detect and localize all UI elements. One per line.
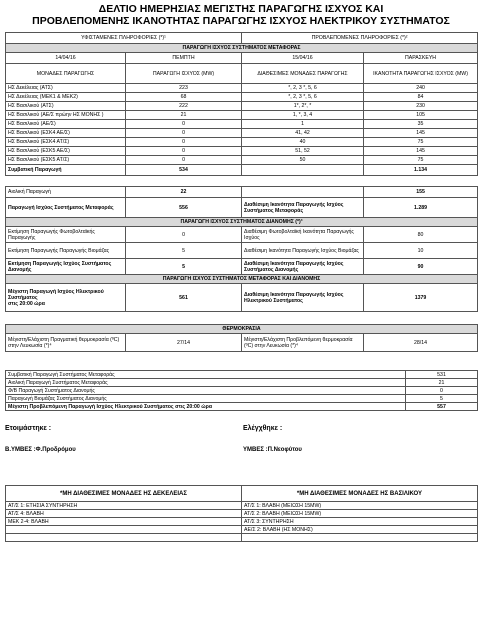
dist-capacity-label: Διαθέσιμη Φωτοβολταϊκή Ικανότητα Παραγωγής Ισχύος — [242, 227, 364, 243]
date-forecast: 15/04/16 — [242, 53, 364, 64]
unit-name: ΗΣ Βασιλικού (ΑΕ/Σ πρώην ΗΣ ΜΟΝΗΣ ) — [6, 111, 126, 120]
summary-table — [5, 370, 478, 411]
unit-row — [6, 102, 478, 111]
unit-capacity: 84 — [364, 93, 478, 102]
transmission-capacity-label: Διαθέσιμη Ικανότητα Παραγωγής Ισχύος Συστήματος Μεταφοράς — [242, 198, 364, 218]
unit-mw: 21 — [126, 111, 242, 120]
unit-capacity: 75 — [364, 138, 478, 147]
unavailable-table — [5, 485, 478, 542]
unit-name: ΗΣ Βασιλικού (ΑΤΣ) — [6, 102, 126, 111]
dist-capacity-value: 10 — [364, 243, 478, 259]
unit-mw: 222 — [126, 102, 242, 111]
summary-value: 0 — [406, 387, 478, 395]
total-capacity: 1379 — [364, 284, 478, 312]
unavail-vasiliko-item: ΑΤ/Σ 1: ΒΛΑΒΗ (ΜΕΙΩΣΗ 15MW) — [242, 502, 478, 510]
unavail-vasiliko-item: ΑΕ/Σ 2: ΒΛΑΒΗ (ΗΣ ΜΟΝΗΣ) — [242, 526, 478, 534]
summary-label: Παραγωγή Βιομάζας Συστήματος Διανομής — [6, 395, 406, 403]
summary-value: 531 — [406, 371, 478, 379]
unavailable-row — [6, 502, 478, 510]
unit-mw: 68 — [126, 93, 242, 102]
unavailable-row — [6, 510, 478, 518]
unit-capacity: 145 — [364, 129, 478, 138]
unit-name: ΗΣ Βασιλικού (ΕΣΚ5 ΑΕ/Σ) — [6, 147, 126, 156]
unit-name: ΗΣ Βασιλικού (ΕΣΚ4 ΑΕ/Σ) — [6, 129, 126, 138]
unit-capacity: 35 — [364, 120, 478, 129]
unit-name: ΗΣ Βασιλικού (ΕΣΚ5 ΑΤ/Σ) — [6, 156, 126, 165]
summary-label: Συμβατική Παραγωγή Συστήματος Μεταφοράς — [6, 371, 406, 379]
unit-available: 1 — [242, 120, 364, 129]
summary-row — [6, 403, 478, 411]
unit-row — [6, 84, 478, 93]
dist-capacity-value: 80 — [364, 227, 478, 243]
unit-available: 50 — [242, 156, 364, 165]
transmission-capacity: 1.289 — [364, 198, 478, 218]
unit-available: 1, *, 3, 4 — [242, 111, 364, 120]
unit-name: ΗΣ Βασιλικού (ΑΕ/Σ) — [6, 120, 126, 129]
summary-label: Μέγιστη Προβλεπόμενη Παραγωγή Ισχύος Ηλεκτρικού Συστήματος στις 20:00 ώρα — [6, 403, 406, 411]
summary-value: 557 — [406, 403, 478, 411]
unit-name: ΗΣ Βασιλικού (ΕΣΚ4 ΑΤ/Σ) — [6, 138, 126, 147]
dist-capacity-value: 90 — [364, 259, 478, 275]
checked-name: ΥΜΒΕΣ :Π.Νεοφύτου — [243, 447, 302, 453]
total-max-label: Μέγιστη Παραγωγή Ισχύος Ηλεκτρικού Συστήματος στις 20:00 ώρα — [6, 284, 126, 312]
transmission-production-mw: 556 — [126, 198, 242, 218]
unavailable-row — [6, 534, 478, 542]
unavail-vasiliko-item: ΑΤ/Σ 2: ΒΛΑΒΗ (ΜΕΙΩΣΗ 15MW) — [242, 510, 478, 518]
title-line-2: ΠΡΟΒΛΕΠΟΜΕΝΗΣ ΙΚΑΝΟΤΗΤΑΣ ΠΑΡΑΓΩΓΗΣ ΙΣΧΥΟΣ ΗΛΕΚΤΡΙΚΟΥ ΣΥΣΤΗΜΑΤΟΣ — [32, 15, 450, 27]
temp-actual-label: Μέγιστη/Ελάχιστη Πραγματική θερμοκρασία (ºC) στην Λευκωσία (*)⁴ — [6, 334, 126, 352]
conventional-label: Συμβατική Παραγωγή — [6, 165, 126, 176]
distribution-row — [6, 243, 478, 259]
summary-row — [6, 387, 478, 395]
unit-available: 51, 52 — [242, 147, 364, 156]
unavail-vasiliko-item — [242, 534, 478, 542]
temp-actual-value: 27/14 — [126, 334, 242, 352]
unit-available: *, 2, 3 *, 5, 6 — [242, 84, 364, 93]
unavailable-row — [6, 518, 478, 526]
summary-row — [6, 371, 478, 379]
summary-label: Φ/Β Παραγωγή Συστήματος Διανομής — [6, 387, 406, 395]
dist-capacity-label: Διαθέσιμη Ικανότητα Παραγωγής Ισχύος Συστήματος Διανομής — [242, 259, 364, 275]
col-production: ΠΑΡΑΓΩΓΗ ΙΣΧΥΟΣ (MW) — [126, 64, 242, 84]
unit-available: 41, 42 — [242, 129, 364, 138]
unit-available: 40 — [242, 138, 364, 147]
unit-row — [6, 138, 478, 147]
unavail-vasiliko-title: *ΜΗ ΔΙΑΘΕΣΙΜΕΣ ΜΟΝΑΔΕΣ ΗΣ ΒΑΣΙΛΙΚΟΥ — [242, 486, 478, 502]
unavail-dekelia-item: ΑΤ/Σ 1: ΕΤΗΣΙΑ ΣΥΝΤΗΡΗΣΗ — [6, 502, 242, 510]
report-title — [5, 3, 477, 27]
conventional-mw: 534 — [126, 165, 242, 176]
unit-capacity: 240 — [364, 84, 478, 93]
dist-capacity-label: Διαθέσιμη Ικανότητα Παραγωγής Ισχύος Βιομάζας — [242, 243, 364, 259]
unit-available: *, 2, 3 *, 5, 6 — [242, 93, 364, 102]
unavail-dekelia-title: *ΜΗ ΔΙΑΘΕΣΙΜΕΣ ΜΟΝΑΔΕΣ ΗΣ ΔΕΚΕΛΕΙΑΣ — [6, 486, 242, 502]
wind-mw: 22 — [126, 187, 242, 198]
total-max-mw: 561 — [126, 284, 242, 312]
dist-estimate-label: Εκτίμηση Παραγωγής Ισχύος Συστήματος Διανομής — [6, 259, 126, 275]
unit-mw: 0 — [126, 147, 242, 156]
unavail-dekelia-item: ΜΕΚ 2-4: ΒΛΑΒΗ — [6, 518, 242, 526]
dist-estimate-label: Εκτίμηση Παραγωγής Φωτοβολταϊκής Παραγωγής — [6, 227, 126, 243]
dist-estimate-value: 5 — [126, 259, 242, 275]
col-units: ΜΟΝΑΔΕΣ ΠΑΡΑΓΩΓΗΣ — [6, 64, 126, 84]
unit-row — [6, 129, 478, 138]
unit-row — [6, 111, 478, 120]
dist-estimate-value: 5 — [126, 243, 242, 259]
unit-mw: 0 — [126, 120, 242, 129]
col-capacity: ΙΚΑΝΟΤΗΤΑ ΠΑΡΑΓΩΓΗΣ ΙΣΧΥΟΣ (MW) — [364, 64, 478, 84]
report-page — [5, 0, 477, 542]
day-current: ΠΕΜΠΤΗ — [126, 53, 242, 64]
col-available-units: ΔΙΑΘΕΣΙΜΕΣ ΜΟΝΑΔΕΣ ΠΑΡΑΓΩΓΗΣ — [242, 64, 364, 84]
signatures — [5, 425, 477, 473]
section-total: ΠΑΡΑΓΩΓΗ ΙΣΧΥΟΣ ΣΥΣΤΗΜΑΤΟΣ ΜΕΤΑΦΟΡΑΣ ΚΑΙ ΔΙΑΝΟΜΗΣ — [6, 275, 478, 284]
wind-capacity: 155 — [364, 187, 478, 198]
summary-row — [6, 379, 478, 387]
unit-mw: 0 — [126, 138, 242, 147]
unavail-vasiliko-item: ΑΤ/Σ 3: ΣΥΝΤΗΡΗΣΗ — [242, 518, 478, 526]
total-capacity-label: Διαθέσιμη Ικανότητα Παραγωγής Ισχύος Ηλεκτρικού Συστήματος — [242, 284, 364, 312]
unit-mw: 0 — [126, 129, 242, 138]
unit-row — [6, 156, 478, 165]
unit-mw: 0 — [126, 156, 242, 165]
unit-row — [6, 147, 478, 156]
unit-capacity: 230 — [364, 102, 478, 111]
unavail-dekelia-item — [6, 534, 242, 542]
unit-name: ΗΣ Δεκέλειας (ΑΤΣ) — [6, 84, 126, 93]
unavail-dekelia-item — [6, 526, 242, 534]
title-line-1: ΔΕΛΤΙΟ ΗΜΕΡΗΣΙΑΣ ΜΕΓΙΣΤΗΣ ΠΑΡΑΓΩΓΗΣ ΙΣΧΥΟΣ ΚΑΙ — [98, 3, 384, 15]
distribution-row — [6, 227, 478, 243]
temp-forecast-value: 28/14 — [364, 334, 478, 352]
unit-name: ΗΣ Δεκέλειας (ΜΕΚ1 & ΜΕΚ2) — [6, 93, 126, 102]
wind-label: Αιολική Παραγωγή — [6, 187, 126, 198]
unit-row — [6, 93, 478, 102]
section-temperature: ΘΕΡΜΟΚΡΑΣΙΑ — [6, 325, 478, 334]
distribution-row — [6, 259, 478, 275]
dist-estimate-label: Εκτίμηση Παραγωγής Παραγωγής Βιομάζας — [6, 243, 126, 259]
temp-forecast-label: Μέγιστη/Ελάχιστη Προβλεπόμενη θερμοκρασία (ºC) στην Λευκωσία (*)⁴ — [242, 334, 364, 352]
prepared-name: Β.ΥΜΒΕΣ :Φ.Προδρόμου — [5, 447, 76, 453]
section-transmission: ΠΑΡΑΓΩΓΗ ΙΣΧΥΟΣ ΣΥΣΤΗΜΑΤΟΣ ΜΕΤΑΦΟΡΑΣ — [6, 44, 478, 53]
summary-label: Αιολική Παραγωγή Συστήματος Μεταφοράς — [6, 379, 406, 387]
unit-row — [6, 120, 478, 129]
header-forecast: ΠΡΟΒΛΕΠΟΜΕΝΕΣ ΠΛΗΡΟΦΟΡΙΕΣ (*)² — [242, 33, 478, 44]
unavail-dekelia-item: ΑΤ/Σ 4: ΒΛΑΒΗ — [6, 510, 242, 518]
conventional-capacity: 1.134 — [364, 165, 478, 176]
checked-label: Ελέγχθηκε : — [243, 425, 283, 432]
transmission-production-label: Παραγωγή Ισχύος Συστήματος Μεταφοράς — [6, 198, 126, 218]
date-current: 14/04/16 — [6, 53, 126, 64]
section-distribution: ΠΑΡΑΓΩΓΗ ΙΣΧΥΟΣ ΣΥΣΤΗΜΑΤΟΣ ΔΙΑΝΟΜΗΣ (*)³ — [6, 218, 478, 227]
unit-capacity: 105 — [364, 111, 478, 120]
summary-value: 21 — [406, 379, 478, 387]
summary-value: 5 — [406, 395, 478, 403]
unit-mw: 223 — [126, 84, 242, 93]
main-table — [5, 32, 478, 352]
header-current: ΥΦΙΣΤΑΜΕΝΕΣ ΠΛΗΡΟΦΟΡΙΕΣ (*)¹ — [6, 33, 242, 44]
prepared-label: Ετοιμάστηκε : — [5, 425, 52, 432]
unit-capacity: 145 — [364, 147, 478, 156]
unavailable-row — [6, 526, 478, 534]
unit-available: 1*, 2*, * — [242, 102, 364, 111]
dist-estimate-value: 0 — [126, 227, 242, 243]
day-forecast: ΠΑΡΑΣΚΕΥΗ — [364, 53, 478, 64]
unit-capacity: 75 — [364, 156, 478, 165]
summary-row — [6, 395, 478, 403]
